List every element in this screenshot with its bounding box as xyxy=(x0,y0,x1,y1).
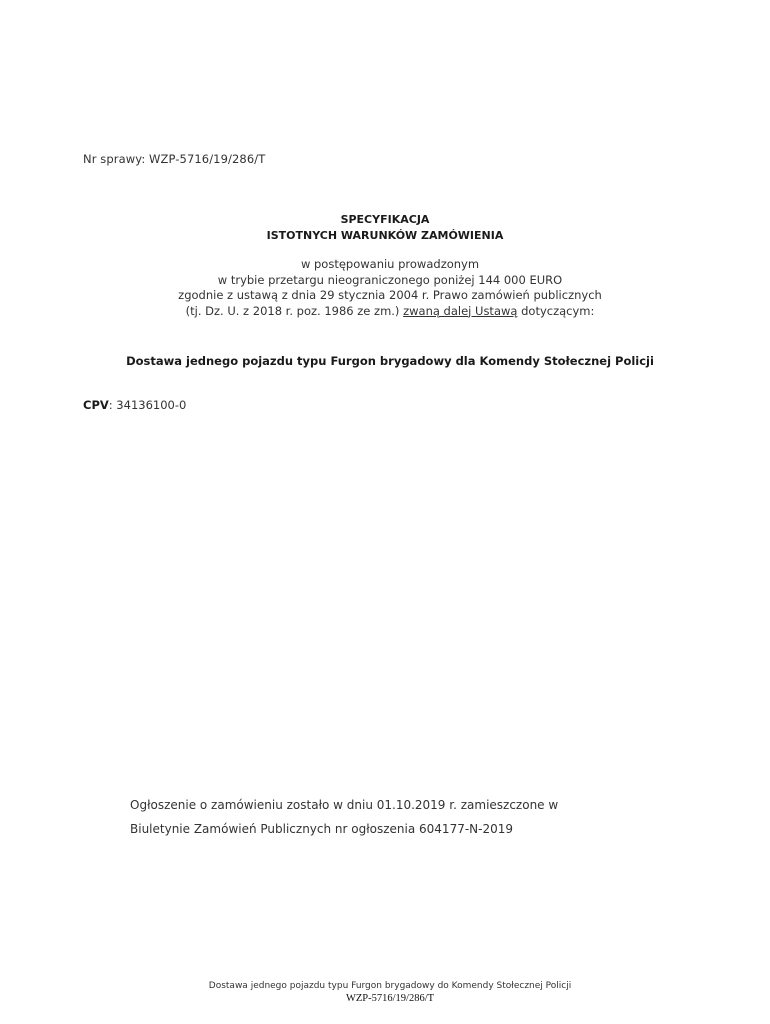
footer-title: Dostawa jednego pojazdu typu Furgon brygadowy do Komendy Stołecznej Policji xyxy=(208,981,572,991)
title-line-2: ISTOTNYCH WARUNKÓW ZAMÓWIENIA xyxy=(266,229,504,242)
intro-line-3: zgodnie z ustawą z dnia 29 stycznia 2004 r. Prawo zamówień publicznych xyxy=(178,288,602,302)
intro-line-2: w trybie przetargu nieograniczonego poniżej 144 000 EURO xyxy=(217,272,563,287)
cpv-label: CPV xyxy=(83,398,109,412)
footer-case-number: WZP-5716/19/286/T xyxy=(345,993,435,1004)
intro-line-4 xyxy=(0,304,770,320)
page-footer xyxy=(0,980,770,1005)
case-number: Nr sprawy: WZP-5716/19/286/T xyxy=(83,152,266,166)
intro-paragraph xyxy=(0,257,770,319)
intro-line-4-prefix: (tj. Dz. U. z 2018 r. poz. 1986 ze zm.) xyxy=(185,303,404,318)
intro-line-1: w postępowaniu prowadzonym xyxy=(300,257,480,271)
cpv-value: : 34136100-0 xyxy=(108,398,187,412)
announcement-line-1: Ogłoszenie o zamówieniu zostało w dniu 01.10.2019 r. zamieszczone w xyxy=(130,798,559,812)
document-title xyxy=(0,212,770,244)
intro-line-4-underlined: zwaną dalej Ustawą xyxy=(403,303,518,318)
announcement xyxy=(130,793,558,841)
announcement-line-2: Biuletynie Zamówień Publicznych nr ogłoszenia 604177-N-2019 xyxy=(130,822,514,836)
title-line-1: SPECYFIKACJA xyxy=(340,213,430,226)
order-subject: Dostawa jednego pojazdu typu Furgon brygadowy dla Komendy Stołecznej Policji xyxy=(126,354,654,368)
cpv-code xyxy=(83,398,186,412)
intro-line-4-suffix: dotyczącym: xyxy=(517,303,595,318)
